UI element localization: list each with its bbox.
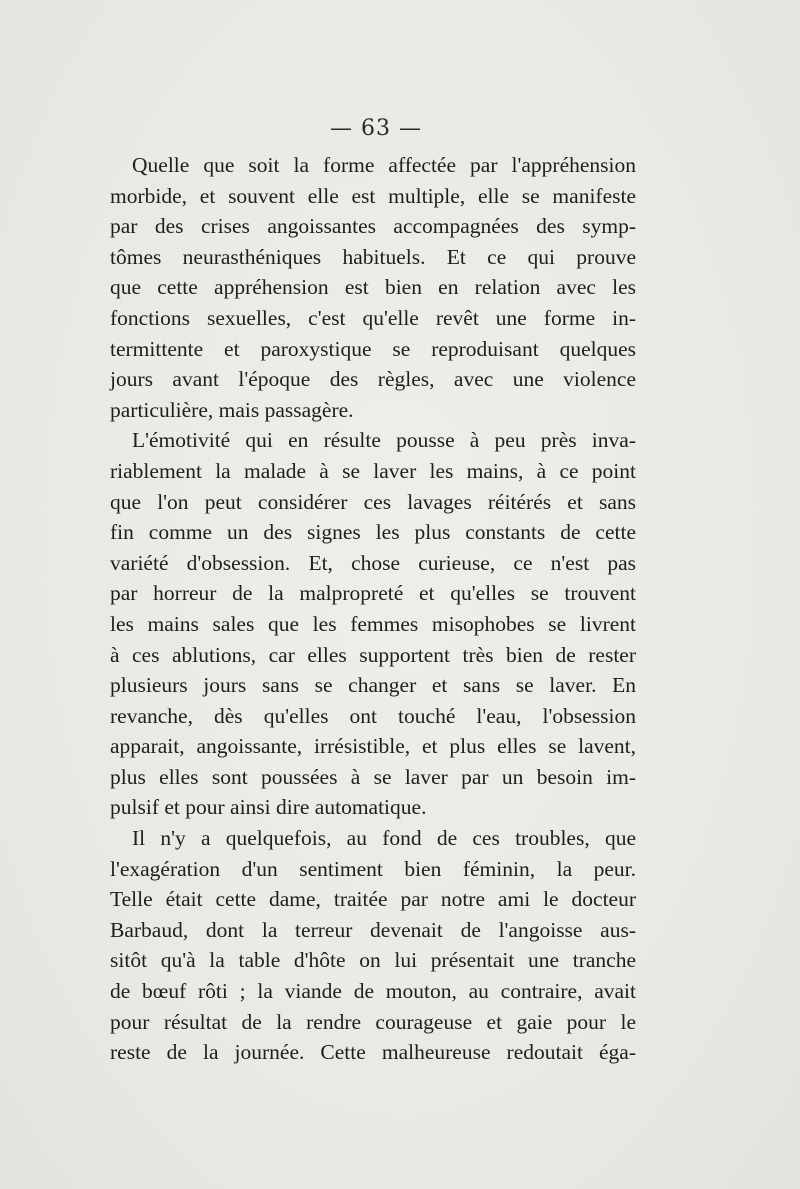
text-line: revanche, dès qu'elles ont touché l'eau, l'obsession [110,703,636,728]
text-line: plus elles sont poussées à se laver par un besoin im- [110,764,636,789]
text-line: par des crises angoissantes accompagnées des symp- [110,214,636,239]
page-number: — 63 — [330,116,422,141]
text-line: pour résultat de la rendre courageuse et gaie pour le [110,1009,636,1034]
text-line: à ces ablutions, car elles supportent très bien de rester [110,642,636,667]
text-line: L'émotivité qui en résulte pousse à peu près inva- [132,428,636,453]
text-line: reste de la journée. Cette malheureuse redoutait éga- [110,1040,636,1065]
text-line: jours avant l'époque des règles, avec une violence [110,367,636,392]
text-line: Il n'y a quelquefois, au fond de ces troubles, que [132,826,636,851]
text-line: les mains sales que les femmes misophobes se livrent [110,611,636,636]
text-line: que l'on peut considérer ces lavages réitérés et sans [110,489,636,514]
text-line: apparait, angoissante, irrésistible, et plus elles se lavent, [110,734,636,759]
text-line: fonctions sexuelles, c'est qu'elle revêt une forme in- [110,305,636,330]
text-line: plusieurs jours sans se changer et sans se laver. En [110,673,636,698]
body-text [110,150,636,1068]
text-line: variété d'obsession. Et, chose curieuse, ce n'est pas [110,550,636,575]
text-line: Quelle que soit la forme affectée par l'appréhension [132,153,636,177]
text-line: tômes neurasthéniques habituels. Et ce qui prouve [110,244,636,269]
text-line: fin comme un des signes les plus constants de cette [110,520,636,545]
text-line: riablement la malade à se laver les mains, à ce point [110,458,636,483]
text-line: Telle était cette dame, traitée par notre ami le docteur [110,887,636,912]
text-line: termittente et paroxystique se reproduisant quelques [110,336,636,361]
text-line: de bœuf rôti ; la viande de mouton, au contraire, avait [110,979,636,1004]
text-line: Barbaud, dont la terreur devenait de l'angoisse aus- [110,917,636,942]
text-line: par horreur de la malpropreté et qu'elles se trouvent [110,581,636,606]
text-line: pulsif et pour ainsi dire automatique. [110,795,427,820]
text-line: que cette appréhension est bien en relation avec les [110,275,636,300]
text-line: particulière, mais passagère. [110,397,354,422]
text-line: morbide, et souvent elle est multiple, elle se manifeste [110,183,636,208]
text-line: l'exagération d'un sentiment bien féminin, la peur. [110,856,636,881]
text-line: sitôt qu'à la table d'hôte on lui présentait une tranche [110,948,636,973]
